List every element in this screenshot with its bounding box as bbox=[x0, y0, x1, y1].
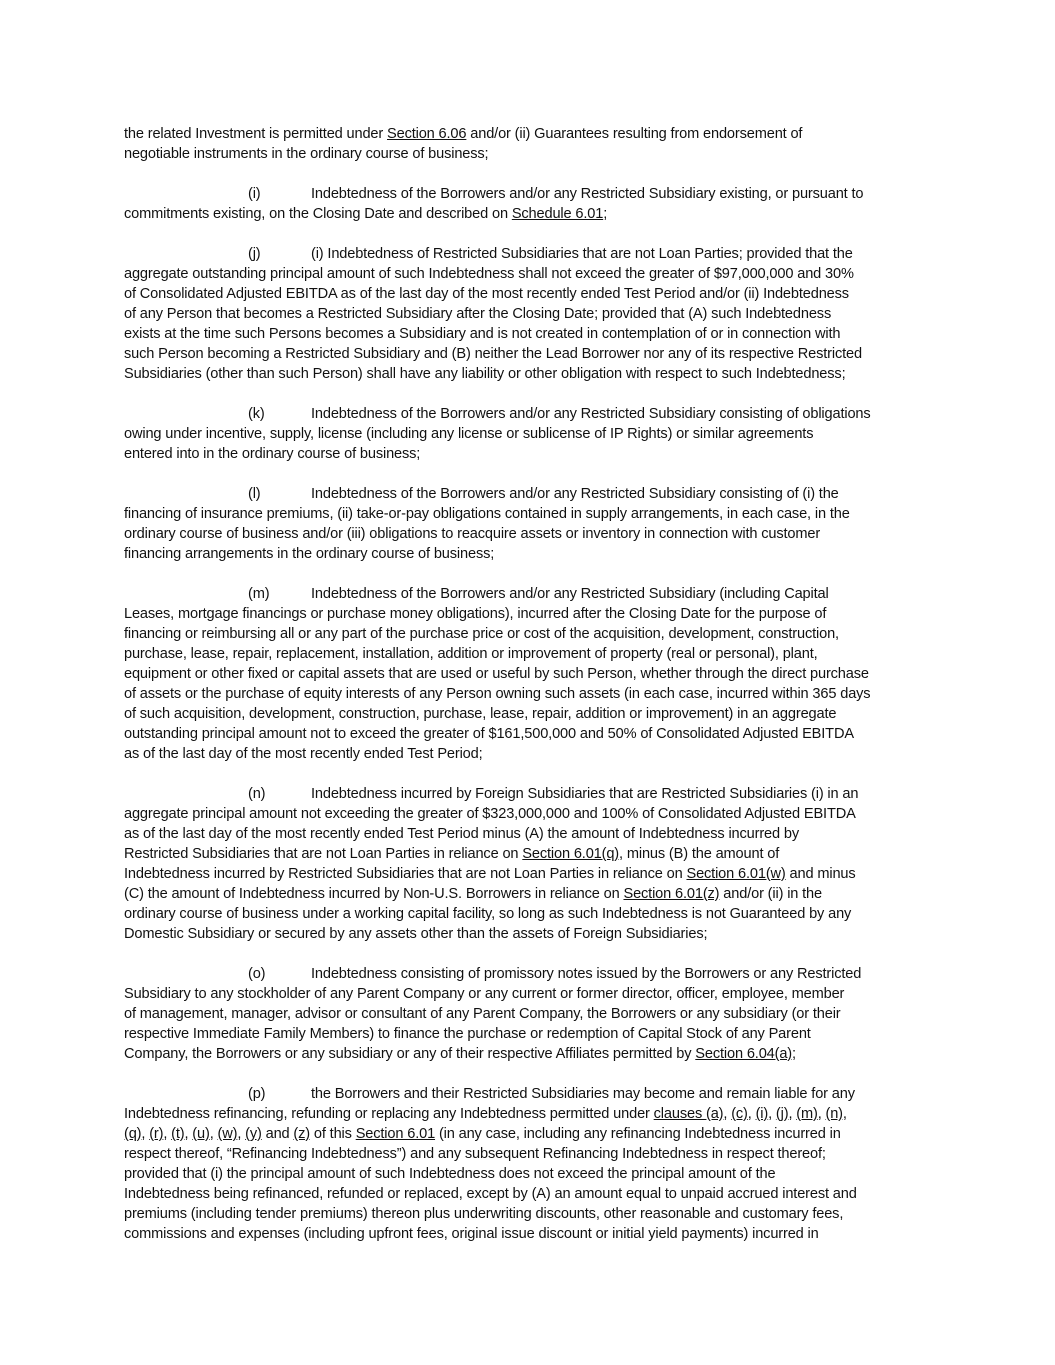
text-segment: owing under incentive, supply, license (including any license or sublicense of IP Rights) or similar agreements bbox=[124, 426, 814, 442]
text-segment: and/or (ii) Guarantees resulting from endorsement of bbox=[466, 126, 803, 142]
clause-label: (j) bbox=[248, 246, 261, 262]
text-line bbox=[124, 1124, 944, 1144]
text-segment: Indebtedness consisting of promissory notes issued by the Borrowers or any Restricted bbox=[311, 966, 862, 982]
text-segment: , bbox=[747, 1106, 756, 1122]
text-segment: Leases, mortgage financings or purchase money obligations), incurred after the Closing Date for the purpose of bbox=[124, 606, 827, 622]
text-segment: ; bbox=[792, 1046, 796, 1062]
text-line bbox=[124, 984, 944, 1004]
text-segment: and bbox=[261, 1126, 294, 1142]
text-line bbox=[124, 144, 944, 164]
text-segment: of Consolidated Adjusted EBITDA as of the last day of the most recently ended Test Period and/or (ii) Indebtedness bbox=[124, 286, 849, 302]
text-line bbox=[124, 624, 944, 644]
text-line bbox=[124, 1184, 944, 1204]
text-line bbox=[124, 264, 944, 284]
text-segment: , minus (B) the amount of bbox=[619, 846, 780, 862]
text-line bbox=[124, 344, 944, 364]
text-line bbox=[124, 684, 944, 704]
text-line bbox=[124, 704, 944, 724]
text-segment: , bbox=[842, 1106, 847, 1122]
clause-l bbox=[124, 484, 944, 564]
text-line bbox=[124, 904, 944, 924]
text-segment: aggregate principal amount not exceeding the greater of $323,000,000 and 100% of Consolidated Adjusted EBITDA bbox=[124, 806, 856, 822]
text-line bbox=[124, 804, 944, 824]
text-line bbox=[124, 524, 944, 544]
document-page bbox=[124, 124, 944, 1264]
clause-label: (o) bbox=[248, 966, 266, 982]
text-line bbox=[124, 884, 944, 904]
text-line bbox=[124, 964, 944, 984]
text-segment: ordinary course of business under a working capital facility, so long as such Indebtedness is not Guaranteed by any bbox=[124, 906, 852, 922]
clause-o bbox=[124, 964, 944, 1064]
text-line bbox=[124, 544, 944, 564]
text-line bbox=[124, 744, 944, 764]
text-segment: the Borrowers and their Restricted Subsidiaries may become and remain liable for any bbox=[311, 1086, 855, 1102]
text-segment: of assets or the purchase of equity interests of any Person owning such assets (in each case, incurred within 365 days bbox=[124, 686, 871, 702]
text-line bbox=[124, 824, 944, 844]
clause-n bbox=[124, 784, 944, 944]
text-segment: , bbox=[184, 1126, 193, 1142]
clause-label: (p) bbox=[248, 1086, 266, 1102]
text-line bbox=[124, 284, 944, 304]
clause-label: (i) bbox=[248, 186, 261, 202]
text-segment: commitments existing, on the Closing Date and described on bbox=[124, 206, 512, 222]
text-segment: (i) Indebtedness of Restricted Subsidiaries that are not Loan Parties; provided that the bbox=[311, 246, 853, 262]
text-segment: Subsidiary to any stockholder of any Parent Company or any current or former director, officer, employee, member bbox=[124, 986, 845, 1002]
text-segment: (in any case, including any refinancing Indebtedness incurred in bbox=[435, 1126, 841, 1142]
text-segment: commissions and expenses (including upfront fees, original issue discount or initial yield payments) incurred in bbox=[124, 1226, 819, 1242]
clause-m bbox=[124, 584, 944, 764]
cross-reference-link[interactable]: Section 6.01(z) bbox=[623, 886, 720, 902]
cross-reference-link[interactable]: Section 6.04(a) bbox=[695, 1046, 793, 1062]
text-segment: Indebtedness of the Borrowers and/or any Restricted Subsidiary (including Capital bbox=[311, 586, 829, 602]
cross-reference-link[interactable]: (j) bbox=[775, 1106, 789, 1122]
text-line bbox=[124, 1224, 944, 1244]
text-segment: Indebtedness being refinanced, refunded or replaced, except by (A) an amount equal to unpaid accrued interest and bbox=[124, 1186, 857, 1202]
text-line bbox=[124, 184, 944, 204]
text-segment: exists at the time such Persons becomes a Subsidiary and is not created in contemplation of or in connection with bbox=[124, 326, 841, 342]
text-segment: ordinary course of business and/or (iii) obligations to reacquire assets or inventory in connection with customer bbox=[124, 526, 821, 542]
text-line bbox=[124, 864, 944, 884]
text-line bbox=[124, 1204, 944, 1224]
cross-reference-link[interactable]: Section 6.01(q) bbox=[522, 846, 620, 862]
text-line bbox=[124, 664, 944, 684]
text-segment: Indebtedness of the Borrowers and/or any Restricted Subsidiary consisting of (i) the bbox=[311, 486, 839, 502]
cross-reference-link[interactable]: (y) bbox=[245, 1126, 262, 1142]
text-segment: Domestic Subsidiary or secured by any assets other than the assets of Foreign Subsidiaries; bbox=[124, 926, 708, 942]
clause-j bbox=[124, 244, 944, 384]
text-segment: Indebtedness of the Borrowers and/or any Restricted Subsidiary existing, or pursuant to bbox=[311, 186, 864, 202]
cross-reference-link[interactable]: Section 6.06 bbox=[387, 126, 467, 142]
text-segment: , bbox=[209, 1126, 218, 1142]
text-segment: premiums (including tender premiums) thereon plus underwriting discounts, other reasonable and customary fees, bbox=[124, 1206, 844, 1222]
text-line bbox=[124, 724, 944, 744]
text-segment: equipment or other fixed or capital assets that are used or useful by such Person, whether through the direct purchase bbox=[124, 666, 869, 682]
text-segment: Restricted Subsidiaries that are not Loan Parties in reliance on bbox=[124, 846, 523, 862]
clause-label: (n) bbox=[248, 786, 266, 802]
text-segment: Indebtedness incurred by Foreign Subsidiaries that are Restricted Subsidiaries (i) in an bbox=[311, 786, 859, 802]
cross-reference-link[interactable]: (m) bbox=[796, 1106, 818, 1122]
text-line bbox=[124, 324, 944, 344]
text-line bbox=[124, 364, 944, 384]
text-segment: outstanding principal amount not to exceed the greater of $161,500,000 and 50% of Consolidated Adjusted EBITDA bbox=[124, 726, 854, 742]
text-segment: , bbox=[723, 1106, 732, 1122]
clause-label: (k) bbox=[248, 406, 265, 422]
cross-reference-link[interactable]: Section 6.01(w) bbox=[686, 866, 786, 882]
text-segment: , bbox=[788, 1106, 797, 1122]
text-segment: entered into in the ordinary course of business; bbox=[124, 446, 421, 462]
cross-reference-link[interactable]: (i) bbox=[755, 1106, 769, 1122]
text-segment: of this bbox=[310, 1126, 356, 1142]
clause-k bbox=[124, 404, 944, 464]
text-segment: negotiable instruments in the ordinary course of business; bbox=[124, 146, 489, 162]
clause-p bbox=[124, 1084, 944, 1244]
text-segment: Indebtedness incurred by Restricted Subsidiaries that are not Loan Parties in reliance on bbox=[124, 866, 687, 882]
text-segment: financing arrangements in the ordinary course of business; bbox=[124, 546, 495, 562]
text-segment: , bbox=[163, 1126, 172, 1142]
text-segment: such Person becoming a Restricted Subsidiary and (B) neither the Lead Borrower nor any of its respective Restricted bbox=[124, 346, 862, 362]
text-line bbox=[124, 584, 944, 604]
cross-reference-link[interactable]: (z) bbox=[293, 1126, 310, 1142]
cross-reference-link[interactable]: (r) bbox=[149, 1126, 164, 1142]
text-segment: Subsidiaries (other than such Person) shall have any liability or other obligation with respect to such Indebtedness; bbox=[124, 366, 846, 382]
text-segment: aggregate outstanding principal amount of such Indebtedness shall not exceed the greater of $97,000,000 and 30% bbox=[124, 266, 854, 282]
text-segment: the related Investment is permitted under bbox=[124, 126, 388, 142]
text-segment: as of the last day of the most recently ended Test Period; bbox=[124, 746, 483, 762]
text-segment: , bbox=[768, 1106, 776, 1122]
continuation-paragraph bbox=[124, 124, 944, 164]
text-segment: as of the last day of the most recently ended Test Period minus (A) the amount of Indebtedness incurred by bbox=[124, 826, 799, 842]
text-line bbox=[124, 1164, 944, 1184]
text-segment: , bbox=[141, 1126, 150, 1142]
text-segment: (C) the amount of Indebtedness incurred by Non-U.S. Borrowers in reliance on bbox=[124, 886, 624, 902]
text-line bbox=[124, 244, 944, 264]
text-segment: Indebtedness refinancing, refunding or replacing any Indebtedness permitted under bbox=[124, 1106, 654, 1122]
text-segment: and minus bbox=[785, 866, 856, 882]
text-line bbox=[124, 1084, 944, 1104]
cross-reference-link[interactable]: (n) bbox=[825, 1106, 843, 1122]
text-segment: of such acquisition, development, construction, purchase, lease, repair, addition or improvement) in an aggregate bbox=[124, 706, 837, 722]
text-line bbox=[124, 444, 944, 464]
cross-reference-link[interactable]: (c) bbox=[731, 1106, 748, 1122]
text-segment: financing of insurance premiums, (ii) take-or-pay obligations contained in supply arrangements, in each case, in the bbox=[124, 506, 850, 522]
text-segment: and/or (ii) in the bbox=[719, 886, 822, 902]
clause-label: (l) bbox=[248, 486, 261, 502]
text-line bbox=[124, 304, 944, 324]
cross-reference-link[interactable]: clauses (a) bbox=[653, 1106, 724, 1122]
text-line bbox=[124, 1004, 944, 1024]
text-line bbox=[124, 1144, 944, 1164]
text-segment: respect thereof, “Refinancing Indebtedness”) and any subsequent Refinancing Indebtedness in respect thereof; bbox=[124, 1146, 826, 1162]
text-line bbox=[124, 924, 944, 944]
text-segment: financing or reimbursing all or any part of the purchase price or cost of the acquisition, development, construction, bbox=[124, 626, 839, 642]
text-line bbox=[124, 644, 944, 664]
text-segment: provided that (i) the principal amount of such Indebtedness does not exceed the principal amount of the bbox=[124, 1166, 776, 1182]
text-segment: of management, manager, advisor or consultant of any Parent Company, the Borrowers or any subsidiary (or their bbox=[124, 1006, 841, 1022]
cross-reference-link[interactable]: (u) bbox=[192, 1126, 210, 1142]
text-segment: ; bbox=[603, 206, 608, 222]
text-segment: purchase, lease, repair, replacement, installation, addition or improvement of property (real or personal), plant, bbox=[124, 646, 818, 662]
text-line bbox=[124, 1104, 944, 1124]
text-line bbox=[124, 424, 944, 444]
text-line bbox=[124, 484, 944, 504]
cross-reference-link[interactable]: Section 6.01 bbox=[355, 1126, 436, 1142]
text-segment: Indebtedness of the Borrowers and/or any Restricted Subsidiary consisting of obligations bbox=[311, 406, 871, 422]
text-segment: , bbox=[817, 1106, 826, 1122]
cross-reference-link[interactable]: (t) bbox=[171, 1126, 185, 1142]
text-line bbox=[124, 604, 944, 624]
text-segment: , bbox=[237, 1126, 246, 1142]
cross-reference-link[interactable]: Schedule 6.01 bbox=[511, 206, 604, 222]
text-line bbox=[124, 124, 944, 144]
text-segment: Company, the Borrowers or any subsidiary or any of their respective Affiliates permitted by bbox=[124, 1046, 696, 1062]
cross-reference-link[interactable]: (q) bbox=[124, 1126, 142, 1142]
text-line bbox=[124, 504, 944, 524]
text-line bbox=[124, 204, 944, 224]
text-line bbox=[124, 404, 944, 424]
cross-reference-link[interactable]: (w) bbox=[217, 1126, 238, 1142]
text-line bbox=[124, 1024, 944, 1044]
clause-label: (m) bbox=[248, 586, 270, 602]
text-line bbox=[124, 844, 944, 864]
text-line bbox=[124, 1044, 944, 1064]
text-segment: respective Immediate Family Members) to finance the purchase or redemption of Capital Stock of any Parent bbox=[124, 1026, 811, 1042]
clause-i bbox=[124, 184, 944, 224]
text-segment: of any Person that becomes a Restricted Subsidiary after the Closing Date; provided that (A) such Indebtedness bbox=[124, 306, 832, 322]
text-line bbox=[124, 784, 944, 804]
